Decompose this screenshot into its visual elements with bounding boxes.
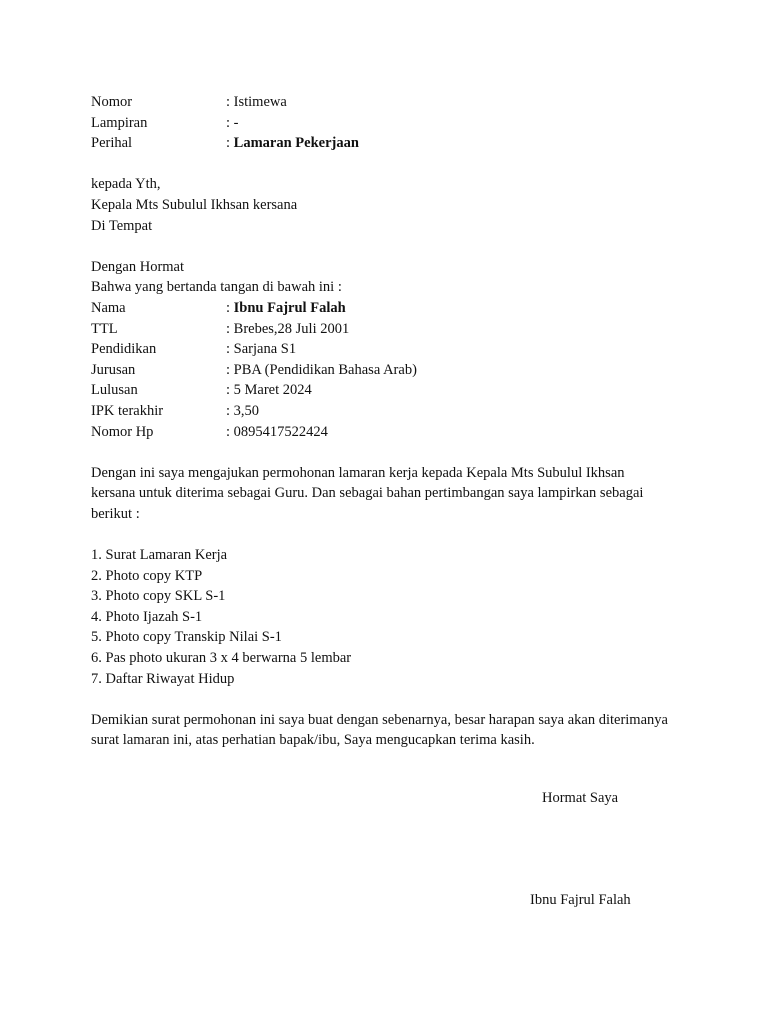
ttl-value: : Brebes,28 Juli 2001 xyxy=(226,320,350,337)
nomor-value: : Istimewa xyxy=(226,94,287,110)
closing-salutation: Hormat Saya xyxy=(542,790,619,806)
closing-paragraph: Demikian surat permohonan ini saya buat dengan sebenarnya, besar harapan saya akan diterimanya surat lamaran ini, atas perhatian bapak/ibu, Saya mengucapkan terima kasih. xyxy=(91,711,668,749)
nomor-label: Nomor xyxy=(91,94,133,110)
nomor-row xyxy=(91,92,691,113)
pendidikan-row xyxy=(91,339,691,360)
nama-row xyxy=(91,298,691,319)
attachment-item: 2. Photo copy KTP xyxy=(91,567,203,584)
perihal-label: Perihal xyxy=(91,135,133,152)
recipient-block xyxy=(91,174,691,236)
hp-label: Nomor Hp xyxy=(91,423,154,440)
attachment-item: 1. Surat Lamaran Kerja xyxy=(91,547,228,564)
applicant-details xyxy=(91,298,691,442)
letter-header xyxy=(91,92,691,154)
ttl-row xyxy=(91,319,691,340)
lampiran-value: : - xyxy=(226,114,239,131)
ipk-row xyxy=(91,401,691,422)
recipient-line-3: Di Tempat xyxy=(91,217,153,234)
nama-value-wrap xyxy=(226,298,346,319)
ipk-label: IPK terakhir xyxy=(91,402,164,419)
hp-value: : 0895417522424 xyxy=(226,423,328,440)
ttl-label: TTL xyxy=(91,320,118,337)
attachment-item: 4. Photo Ijazah S-1 xyxy=(91,608,203,625)
perihal-colon: : xyxy=(226,135,234,152)
lulusan-label: Lulusan xyxy=(91,382,138,399)
intro-line: Bahwa yang bertanda tangan di bawah ini : xyxy=(91,279,342,296)
attachment-item: 6. Pas photo ukuran 3 x 4 berwarna 5 lembar xyxy=(91,650,352,667)
nama-label: Nama xyxy=(91,299,126,316)
perihal-row xyxy=(91,133,691,154)
jurusan-row xyxy=(91,360,691,381)
recipient-line-2: Kepala Mts Subulul Ikhsan kersana xyxy=(91,196,298,213)
perihal-value-wrap xyxy=(226,133,359,154)
recipient-line-1: kepada Yth, xyxy=(91,176,161,193)
attachment-list xyxy=(91,545,691,689)
ipk-value: : 3,50 xyxy=(226,402,260,419)
attachment-item: 7. Daftar Riwayat Hidup xyxy=(91,670,235,687)
perihal-value: Lamaran Pekerjaan xyxy=(233,135,359,152)
nama-value: Ibnu Fajrul Falah xyxy=(233,299,346,316)
jurusan-value: : PBA (Pendidikan Bahasa Arab) xyxy=(226,361,417,378)
lampiran-row xyxy=(91,113,691,134)
letter-body xyxy=(91,92,691,751)
greeting: Dengan Hormat xyxy=(91,258,185,275)
attachment-item: 5. Photo copy Transkip Nilai S-1 xyxy=(91,629,282,646)
nama-colon: : xyxy=(226,299,234,316)
signer-name: Ibnu Fajrul Falah xyxy=(530,892,631,908)
lampiran-label: Lampiran xyxy=(91,114,148,131)
jurusan-label: Jurusan xyxy=(91,361,136,378)
hp-row xyxy=(91,422,691,443)
attachment-item: 3. Photo copy SKL S-1 xyxy=(91,588,226,605)
pendidikan-value: : Sarjana S1 xyxy=(226,341,297,358)
lulusan-value: : 5 Maret 2024 xyxy=(226,382,312,399)
pendidikan-label: Pendidikan xyxy=(91,341,157,358)
lulusan-row xyxy=(91,380,691,401)
request-paragraph: Dengan ini saya mengajukan permohonan lamaran kerja kepada Kepala Mts Subulul Ikhsan kersana untuk diterima sebagai Guru. Dan sebagai bahan pertimbangan saya lampirkan sebagai berikut : xyxy=(91,464,644,522)
